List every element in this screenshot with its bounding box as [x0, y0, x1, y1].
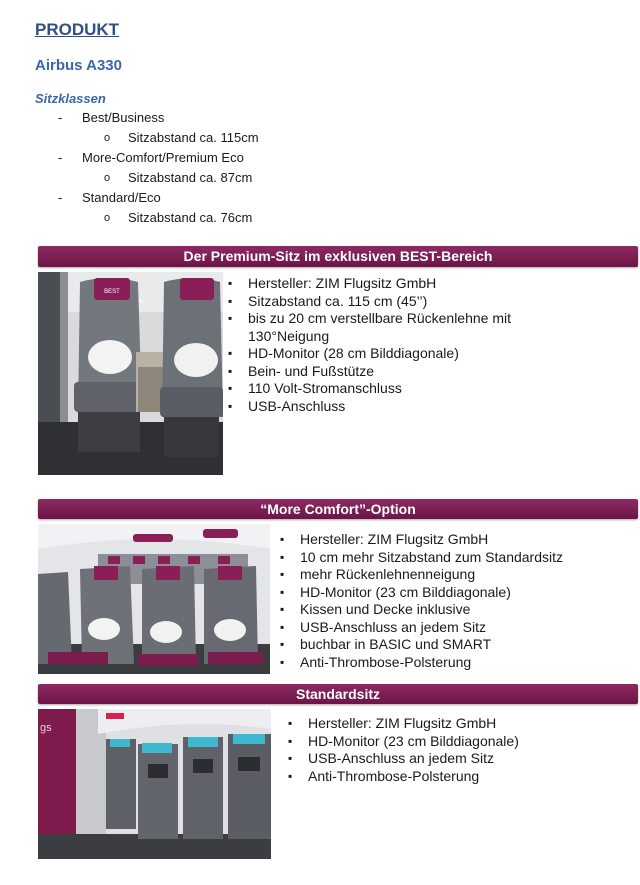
section-banner-more-comfort: “More Comfort”-Option	[38, 499, 638, 519]
list-dash: -	[58, 150, 63, 165]
list-item: ▪ HD-Monitor (23 cm Bilddiagonale)	[288, 733, 628, 751]
wall-text: gs	[40, 722, 52, 734]
more-comfort-feature-list	[280, 531, 630, 671]
list-item: ▪ Hersteller: ZIM Flugsitz GmbH	[228, 275, 538, 293]
list-circle: o	[104, 172, 111, 184]
seat-class-pitch-item	[0, 168, 640, 188]
list-circle: o	[104, 132, 111, 144]
list-circle: o	[104, 212, 111, 224]
seat-class-name: Standard/Eco	[82, 190, 161, 205]
list-dash: -	[58, 110, 63, 125]
list-item: ▪ 10 cm mehr Sitzabstand zum Standardsitz	[280, 549, 630, 567]
list-item: ▪ USB-Anschluss an jedem Sitz	[280, 619, 630, 637]
seat-classes-label: Sitzklassen	[35, 91, 106, 106]
seat-class-item	[0, 108, 640, 128]
more-comfort-seat-photo	[38, 524, 270, 674]
page-heading: PRODUKT	[35, 20, 120, 39]
list-item: ▪ Bein- und Fußstütze	[228, 363, 538, 381]
seat-class-pitch: Sitzabstand ca. 87cm	[128, 170, 253, 185]
seat-class-pitch-item	[0, 208, 640, 228]
best-feature-list	[228, 275, 538, 415]
list-item: ▪ Hersteller: ZIM Flugsitz GmbH	[288, 715, 628, 733]
list-item: ▪ 110 Volt-Stromanschluss	[228, 380, 538, 398]
list-item: ▪ Sitzabstand ca. 115 cm (45’’)	[228, 293, 538, 311]
list-dash: -	[58, 190, 63, 205]
list-item: ▪ buchbar in BASIC und SMART	[280, 636, 630, 654]
standard-feature-list	[288, 715, 628, 785]
svg-text:+: +	[138, 296, 144, 306]
seat-class-pitch-item	[0, 128, 640, 148]
seat-class-name: Best/Business	[82, 110, 165, 125]
list-item: ▪ Kissen und Decke inklusive	[280, 601, 630, 619]
list-item: ▪ mehr Rückenlehnenneigung	[280, 566, 630, 584]
best-seat-photo	[38, 272, 223, 475]
seat-class-list	[0, 108, 640, 228]
list-item: ▪ USB-Anschluss an jedem Sitz	[288, 750, 628, 768]
seat-class-item	[0, 188, 640, 208]
list-item: ▪ HD-Monitor (28 cm Bilddiagonale)	[228, 345, 538, 363]
list-item: ▪ USB-Anschluss	[228, 398, 538, 416]
section-banner-best: Der Premium-Sitz im exklusiven BEST-Bereich	[38, 246, 638, 267]
section-banner-standard: Standardsitz	[38, 684, 638, 704]
standard-seat-photo	[38, 709, 271, 859]
list-item: ▪ Anti-Thrombose-Polsterung	[288, 768, 628, 786]
seat-class-pitch: Sitzabstand ca. 76cm	[128, 210, 253, 225]
list-item: ▪ Anti-Thrombose-Polsterung	[280, 654, 630, 672]
seat-class-item	[0, 148, 640, 168]
list-item: ▪ bis zu 20 cm verstellbare Rückenlehne mit 130°Neigung	[228, 310, 538, 345]
seat-class-pitch: Sitzabstand ca. 115cm	[128, 130, 259, 145]
seat-class-name: More-Comfort/Premium Eco	[82, 150, 244, 165]
headrest-label: BEST	[104, 289, 120, 295]
aircraft-type: Airbus A330	[35, 57, 122, 74]
list-item: ▪ HD-Monitor (23 cm Bilddiagonale)	[280, 584, 630, 602]
list-item: ▪ Hersteller: ZIM Flugsitz GmbH	[280, 531, 630, 549]
